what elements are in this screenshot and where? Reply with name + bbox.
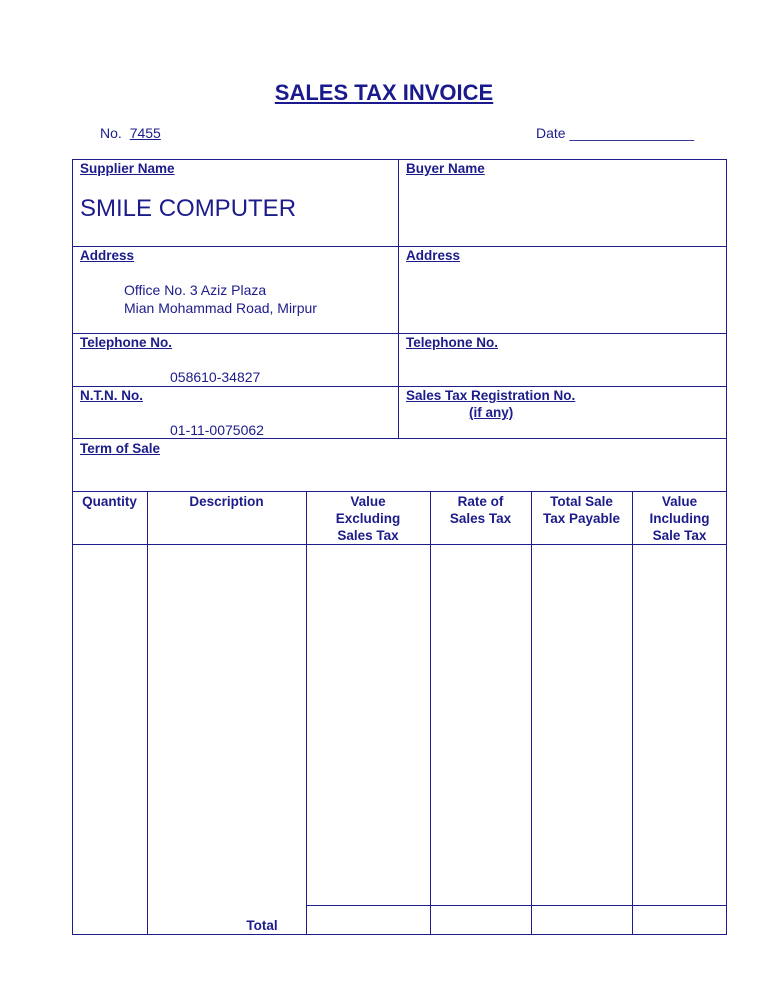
col-header-value-excl-tax: [306, 493, 430, 544]
col-header-line: Sales Tax: [337, 528, 399, 543]
col-header-description: [147, 493, 306, 510]
col-header-total-tax: [531, 493, 632, 527]
col-divider-5: [632, 491, 633, 935]
buyer-address-label: Address: [406, 248, 461, 263]
supplier-phone-label: Telephone No.: [80, 335, 173, 350]
invoice-date: [536, 125, 694, 141]
col-header-line: Quantity: [82, 494, 137, 509]
invoice-date-label: Date: [536, 125, 566, 141]
buyer-phone-label: Telephone No.: [406, 335, 499, 350]
invoice-date-blank: ________________: [569, 125, 695, 141]
supplier-name: SMILE COMPUTER: [80, 195, 297, 222]
supplier-ntn-label: N.T.N. No.: [80, 388, 143, 403]
col-header-quantity: [72, 493, 147, 510]
col-divider-2: [306, 491, 307, 935]
supplier-name-label: Supplier Name: [80, 161, 175, 176]
row-divider-4: [72, 438, 727, 439]
col-divider-1: [147, 491, 148, 935]
row-divider-3: [72, 386, 727, 387]
supplier-address-line1: Office No. 3 Aziz Plaza: [124, 282, 267, 298]
invoice-number-label: No.: [100, 125, 122, 141]
items-table: [72, 491, 727, 935]
buyer-str-label: Sales Tax Registration No.: [406, 388, 576, 403]
col-header-line: Rate of: [457, 494, 504, 509]
col-header-line: Value: [350, 494, 386, 509]
col-header-line: Description: [189, 494, 264, 509]
invoice-number-value: 7455: [129, 125, 161, 141]
row-divider-1: [72, 246, 727, 247]
col-header-value-incl-tax: [632, 493, 727, 544]
buyer-str-note: (if any): [469, 405, 514, 420]
total-row-divider: [306, 905, 727, 906]
col-header-line: Value: [661, 494, 698, 509]
col-header-line: Sales Tax: [449, 511, 512, 526]
col-divider-3: [430, 491, 431, 935]
supplier-address-line2: Mian Mohammad Road, Mirpur: [124, 300, 317, 316]
col-divider-4: [531, 491, 532, 935]
supplier-phone: 058610-34827: [170, 369, 261, 385]
invoice-title: SALES TAX INVOICE: [274, 80, 494, 105]
items-header-divider: [72, 544, 727, 545]
party-divider: [398, 159, 399, 439]
supplier-ntn: 01-11-0075062: [170, 422, 264, 438]
row-divider-2: [72, 333, 727, 334]
term-of-sale-label: Term of Sale: [80, 441, 161, 456]
total-label: Total: [246, 918, 278, 933]
col-header-line: Including: [649, 511, 710, 526]
col-header-line: Sale Tax: [652, 528, 707, 543]
invoice-number: [100, 125, 161, 141]
buyer-name-label: Buyer Name: [406, 161, 485, 176]
col-header-tax-rate: [430, 493, 531, 527]
supplier-address-label: Address: [80, 248, 135, 263]
col-header-line: Total Sale: [550, 494, 613, 509]
col-header-line: Tax Payable: [542, 511, 621, 526]
col-header-line: Excluding: [335, 511, 401, 526]
